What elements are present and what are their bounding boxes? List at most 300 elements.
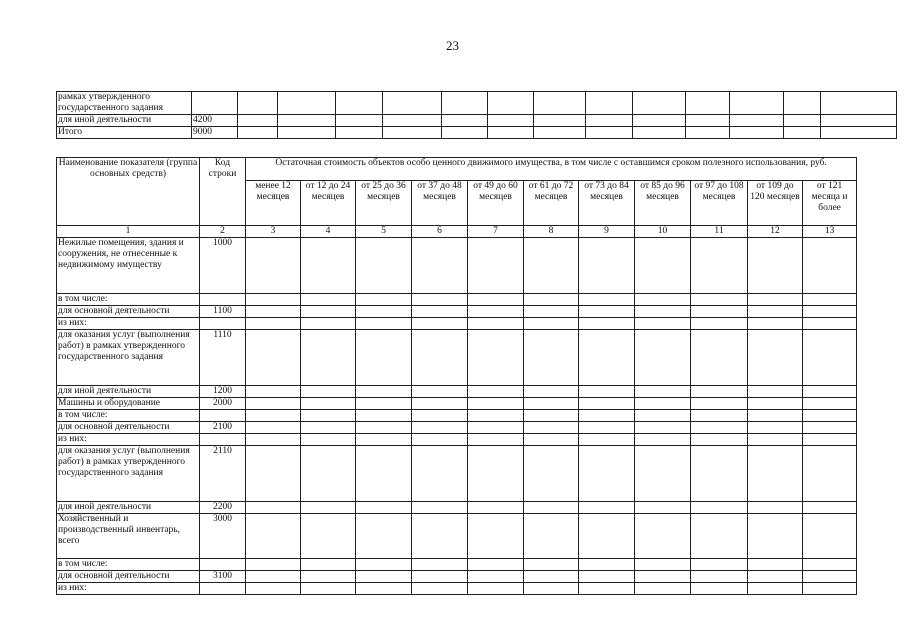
value-cell [635, 434, 691, 446]
value-cell [524, 559, 579, 571]
value-cell [468, 422, 524, 434]
value-cell [803, 318, 857, 330]
table-row [57, 422, 857, 434]
header-group: Остаточная стоимость объектов особо ценного движимого имущества, в том числе с оставшимся сроком полезного использования, руб. [246, 158, 857, 181]
value-cell [691, 422, 748, 434]
value-cell [691, 306, 748, 318]
value-cell [579, 422, 635, 434]
value-cell [691, 514, 748, 559]
value-cell [246, 571, 301, 583]
header-name: Наименование показателя (группа основных средств) [57, 158, 200, 226]
value-cell [412, 238, 468, 294]
table-row [57, 410, 857, 422]
value-cell [635, 306, 691, 318]
value-cell [579, 514, 635, 559]
row-label: Хозяйственный и производственный инвентарь, всего [57, 514, 200, 559]
header-period: от 49 до 60 месяцев [468, 181, 524, 226]
header-period: от 61 до 72 месяцев [524, 181, 579, 226]
value-cell [246, 559, 301, 571]
value-cell [691, 571, 748, 583]
value-cell [748, 306, 803, 318]
value-cell [246, 330, 301, 386]
value-cell [524, 318, 579, 330]
value-cell [803, 583, 857, 595]
value-cell [524, 422, 579, 434]
value-cell [686, 92, 730, 115]
column-number: 5 [356, 226, 412, 238]
value-cell [691, 434, 748, 446]
value-cell [356, 398, 412, 410]
value-cell [579, 434, 635, 446]
value-cell [524, 583, 579, 595]
value-cell [301, 410, 356, 422]
value-cell [635, 514, 691, 559]
row-label: из них: [57, 318, 200, 330]
column-number: 9 [579, 226, 635, 238]
table-row [57, 559, 857, 571]
value-cell [579, 330, 635, 386]
value-cell [803, 422, 857, 434]
value-cell [748, 410, 803, 422]
value-cell [238, 115, 278, 127]
row-label: для основной деятельности [57, 306, 200, 318]
value-cell [524, 410, 579, 422]
header-period: от 37 до 48 месяцев [412, 181, 468, 226]
value-cell [301, 238, 356, 294]
value-cell [821, 115, 897, 127]
value-cell [468, 318, 524, 330]
table-row [57, 330, 857, 386]
header-period: от 12 до 24 месяцев [301, 181, 356, 226]
column-number: 13 [803, 226, 857, 238]
value-cell [442, 115, 488, 127]
value-cell [301, 583, 356, 595]
row-label: для основной деятельности [57, 571, 200, 583]
value-cell [336, 92, 383, 115]
column-number: 3 [246, 226, 301, 238]
value-cell [803, 514, 857, 559]
row-code: 1000 [200, 238, 246, 294]
value-cell [412, 398, 468, 410]
value-cell [524, 571, 579, 583]
value-cell [748, 514, 803, 559]
row-code: 1200 [200, 386, 246, 398]
value-cell [784, 115, 821, 127]
value-cell [586, 127, 633, 139]
value-cell [301, 446, 356, 502]
value-cell [246, 294, 301, 306]
value-cell [356, 434, 412, 446]
value-cell [301, 306, 356, 318]
value-cell [691, 446, 748, 502]
value-cell [803, 502, 857, 514]
row-code: 3100 [200, 571, 246, 583]
value-cell [301, 294, 356, 306]
value-cell [356, 514, 412, 559]
table-row [57, 571, 857, 583]
value-cell [803, 446, 857, 502]
value-cell [468, 446, 524, 502]
table-row [57, 502, 857, 514]
value-cell [468, 583, 524, 595]
header-period: от 25 до 36 месяцев [356, 181, 412, 226]
value-cell [748, 446, 803, 502]
value-cell [691, 559, 748, 571]
value-cell [336, 127, 383, 139]
column-number: 8 [524, 226, 579, 238]
column-number: 10 [635, 226, 691, 238]
value-cell [579, 318, 635, 330]
value-cell [412, 422, 468, 434]
value-cell [748, 422, 803, 434]
value-cell [356, 306, 412, 318]
value-cell [633, 115, 686, 127]
value-cell [534, 127, 586, 139]
value-cell [412, 514, 468, 559]
value-cell [803, 434, 857, 446]
value-cell [356, 502, 412, 514]
value-cell [412, 446, 468, 502]
header-period: от 121 месяца и более [803, 181, 857, 226]
value-cell [691, 502, 748, 514]
row-code: 2100 [200, 422, 246, 434]
value-cell [803, 306, 857, 318]
value-cell [691, 330, 748, 386]
value-cell [748, 398, 803, 410]
row-code: 2200 [200, 502, 246, 514]
value-cell [468, 238, 524, 294]
value-cell [524, 514, 579, 559]
table-row [57, 398, 857, 410]
row-code [200, 559, 246, 571]
value-cell [524, 330, 579, 386]
header-period: от 109 до 120 месяцев [748, 181, 803, 226]
row-code [200, 434, 246, 446]
value-cell [468, 571, 524, 583]
value-cell [468, 294, 524, 306]
row-label: для оказания услуг (выполнения работ) в рамках утвержденного государственного задания [57, 330, 200, 386]
row-code [200, 294, 246, 306]
value-cell [730, 127, 784, 139]
value-cell [246, 422, 301, 434]
value-cell [301, 330, 356, 386]
header-period: от 97 до 108 месяцев [691, 181, 748, 226]
value-cell [803, 330, 857, 386]
value-cell [468, 502, 524, 514]
value-cell [635, 446, 691, 502]
value-cell [524, 306, 579, 318]
value-cell [635, 330, 691, 386]
value-cell [442, 92, 488, 115]
value-cell [748, 386, 803, 398]
column-number: 4 [301, 226, 356, 238]
value-cell [730, 92, 784, 115]
column-number: 1 [57, 226, 200, 238]
value-cell [633, 127, 686, 139]
value-cell [412, 559, 468, 571]
value-cell [412, 502, 468, 514]
value-cell [468, 398, 524, 410]
value-cell [383, 127, 442, 139]
value-cell [246, 583, 301, 595]
row-label: для оказания услуг (выполнения работ) в рамках утвержденного государственного задания [57, 446, 200, 502]
header-period: менее 12 месяцев [246, 181, 301, 226]
value-cell [635, 559, 691, 571]
value-cell [524, 446, 579, 502]
row-label: в том числе: [57, 559, 200, 571]
value-cell [246, 238, 301, 294]
value-cell [635, 386, 691, 398]
value-cell [246, 434, 301, 446]
row-label: рамках утвержденного государственного задания [57, 92, 192, 115]
value-cell [246, 318, 301, 330]
row-code: 4200 [192, 115, 238, 127]
value-cell [356, 422, 412, 434]
value-cell [748, 502, 803, 514]
value-cell [488, 92, 534, 115]
value-cell [748, 571, 803, 583]
value-cell [803, 571, 857, 583]
value-cell [468, 306, 524, 318]
value-cell [336, 115, 383, 127]
value-cell [468, 514, 524, 559]
value-cell [356, 238, 412, 294]
value-cell [821, 127, 897, 139]
value-cell [586, 115, 633, 127]
value-cell [524, 238, 579, 294]
value-cell [579, 446, 635, 502]
table-row [57, 294, 857, 306]
row-code: 9000 [192, 127, 238, 139]
value-cell [356, 410, 412, 422]
value-cell [383, 92, 442, 115]
value-cell [748, 294, 803, 306]
value-cell [412, 318, 468, 330]
value-cell [635, 398, 691, 410]
value-cell [635, 422, 691, 434]
value-cell [635, 583, 691, 595]
value-cell [635, 238, 691, 294]
table-row [57, 386, 857, 398]
row-label: из них: [57, 434, 200, 446]
value-cell [803, 294, 857, 306]
row-label: Нежилые помещения, здания и сооружения, не отнесенные к недвижимому имуществу [57, 238, 200, 294]
value-cell [412, 386, 468, 398]
value-cell [748, 583, 803, 595]
value-cell [784, 127, 821, 139]
value-cell [803, 238, 857, 294]
table-row [57, 115, 897, 127]
value-cell [468, 410, 524, 422]
value-cell [301, 398, 356, 410]
value-cell [748, 238, 803, 294]
value-cell [246, 306, 301, 318]
value-cell [633, 92, 686, 115]
row-code: 2110 [200, 446, 246, 502]
value-cell [301, 571, 356, 583]
value-cell [691, 410, 748, 422]
row-code: 3000 [200, 514, 246, 559]
header-period: от 85 до 96 месяцев [635, 181, 691, 226]
value-cell [356, 294, 412, 306]
row-code: 1100 [200, 306, 246, 318]
value-cell [412, 410, 468, 422]
value-cell [412, 583, 468, 595]
value-cell [691, 386, 748, 398]
value-cell [238, 127, 278, 139]
value-cell [524, 386, 579, 398]
value-cell [356, 583, 412, 595]
value-cell [686, 127, 730, 139]
table-row [57, 318, 857, 330]
value-cell [635, 571, 691, 583]
header-code: Код строки [200, 158, 246, 226]
row-label: для иной деятельности [57, 502, 200, 514]
value-cell [442, 127, 488, 139]
value-cell [691, 398, 748, 410]
value-cell [730, 115, 784, 127]
value-cell [691, 294, 748, 306]
value-cell [579, 559, 635, 571]
row-code [192, 92, 238, 115]
value-cell [412, 571, 468, 583]
value-cell [586, 92, 633, 115]
value-cell [488, 115, 534, 127]
value-cell [635, 318, 691, 330]
row-code [200, 583, 246, 595]
value-cell [301, 434, 356, 446]
continuation-table [56, 91, 897, 139]
value-cell [468, 386, 524, 398]
value-cell [803, 559, 857, 571]
value-cell [803, 386, 857, 398]
value-cell [301, 318, 356, 330]
column-number: 2 [200, 226, 246, 238]
row-label: из них: [57, 583, 200, 595]
row-code: 1110 [200, 330, 246, 386]
value-cell [524, 502, 579, 514]
column-number: 7 [468, 226, 524, 238]
row-code [200, 318, 246, 330]
value-cell [635, 502, 691, 514]
row-label: для иной деятельности [57, 386, 200, 398]
value-cell [691, 583, 748, 595]
row-label: Итого [57, 127, 192, 139]
value-cell [579, 571, 635, 583]
value-cell [278, 115, 336, 127]
value-cell [383, 115, 442, 127]
value-cell [534, 115, 586, 127]
value-cell [748, 434, 803, 446]
value-cell [412, 306, 468, 318]
value-cell [534, 92, 586, 115]
value-cell [301, 502, 356, 514]
value-cell [412, 330, 468, 386]
page-number: 23 [446, 38, 459, 53]
value-cell [524, 398, 579, 410]
value-cell [356, 386, 412, 398]
value-cell [524, 434, 579, 446]
value-cell [246, 398, 301, 410]
value-cell [356, 446, 412, 502]
value-cell [803, 410, 857, 422]
value-cell [579, 583, 635, 595]
value-cell [635, 410, 691, 422]
value-cell [468, 559, 524, 571]
value-cell [691, 318, 748, 330]
residual-value-table [56, 157, 857, 595]
value-cell [356, 559, 412, 571]
value-cell [748, 318, 803, 330]
row-code [200, 410, 246, 422]
value-cell [579, 410, 635, 422]
value-cell [524, 294, 579, 306]
value-cell [579, 294, 635, 306]
value-cell [356, 318, 412, 330]
row-code: 2000 [200, 398, 246, 410]
row-label: в том числе: [57, 294, 200, 306]
value-cell [278, 92, 336, 115]
value-cell [468, 434, 524, 446]
value-cell [301, 422, 356, 434]
value-cell [301, 514, 356, 559]
value-cell [748, 559, 803, 571]
row-label: в том числе: [57, 410, 200, 422]
value-cell [748, 330, 803, 386]
value-cell [468, 330, 524, 386]
value-cell [246, 410, 301, 422]
column-number: 12 [748, 226, 803, 238]
value-cell [635, 294, 691, 306]
value-cell [246, 502, 301, 514]
row-label: Машины и оборудование [57, 398, 200, 410]
value-cell [238, 92, 278, 115]
column-number: 6 [412, 226, 468, 238]
value-cell [579, 238, 635, 294]
column-number: 11 [691, 226, 748, 238]
value-cell [301, 559, 356, 571]
value-cell [356, 330, 412, 386]
value-cell [691, 238, 748, 294]
value-cell [488, 127, 534, 139]
header-period: от 73 до 84 месяцев [579, 181, 635, 226]
table-row [57, 306, 857, 318]
table-row [57, 127, 897, 139]
value-cell [579, 306, 635, 318]
value-cell [301, 386, 356, 398]
value-cell [803, 398, 857, 410]
table-row [57, 514, 857, 559]
table-row [57, 238, 857, 294]
table-row [57, 446, 857, 502]
value-cell [579, 502, 635, 514]
value-cell [579, 398, 635, 410]
value-cell [246, 514, 301, 559]
row-label: для иной деятельности [57, 115, 192, 127]
table-row [57, 583, 857, 595]
value-cell [579, 386, 635, 398]
table-row [57, 434, 857, 446]
value-cell [412, 294, 468, 306]
value-cell [278, 127, 336, 139]
table-row [57, 92, 897, 115]
value-cell [246, 386, 301, 398]
value-cell [686, 115, 730, 127]
value-cell [784, 92, 821, 115]
row-label: для основной деятельности [57, 422, 200, 434]
value-cell [246, 446, 301, 502]
value-cell [412, 434, 468, 446]
